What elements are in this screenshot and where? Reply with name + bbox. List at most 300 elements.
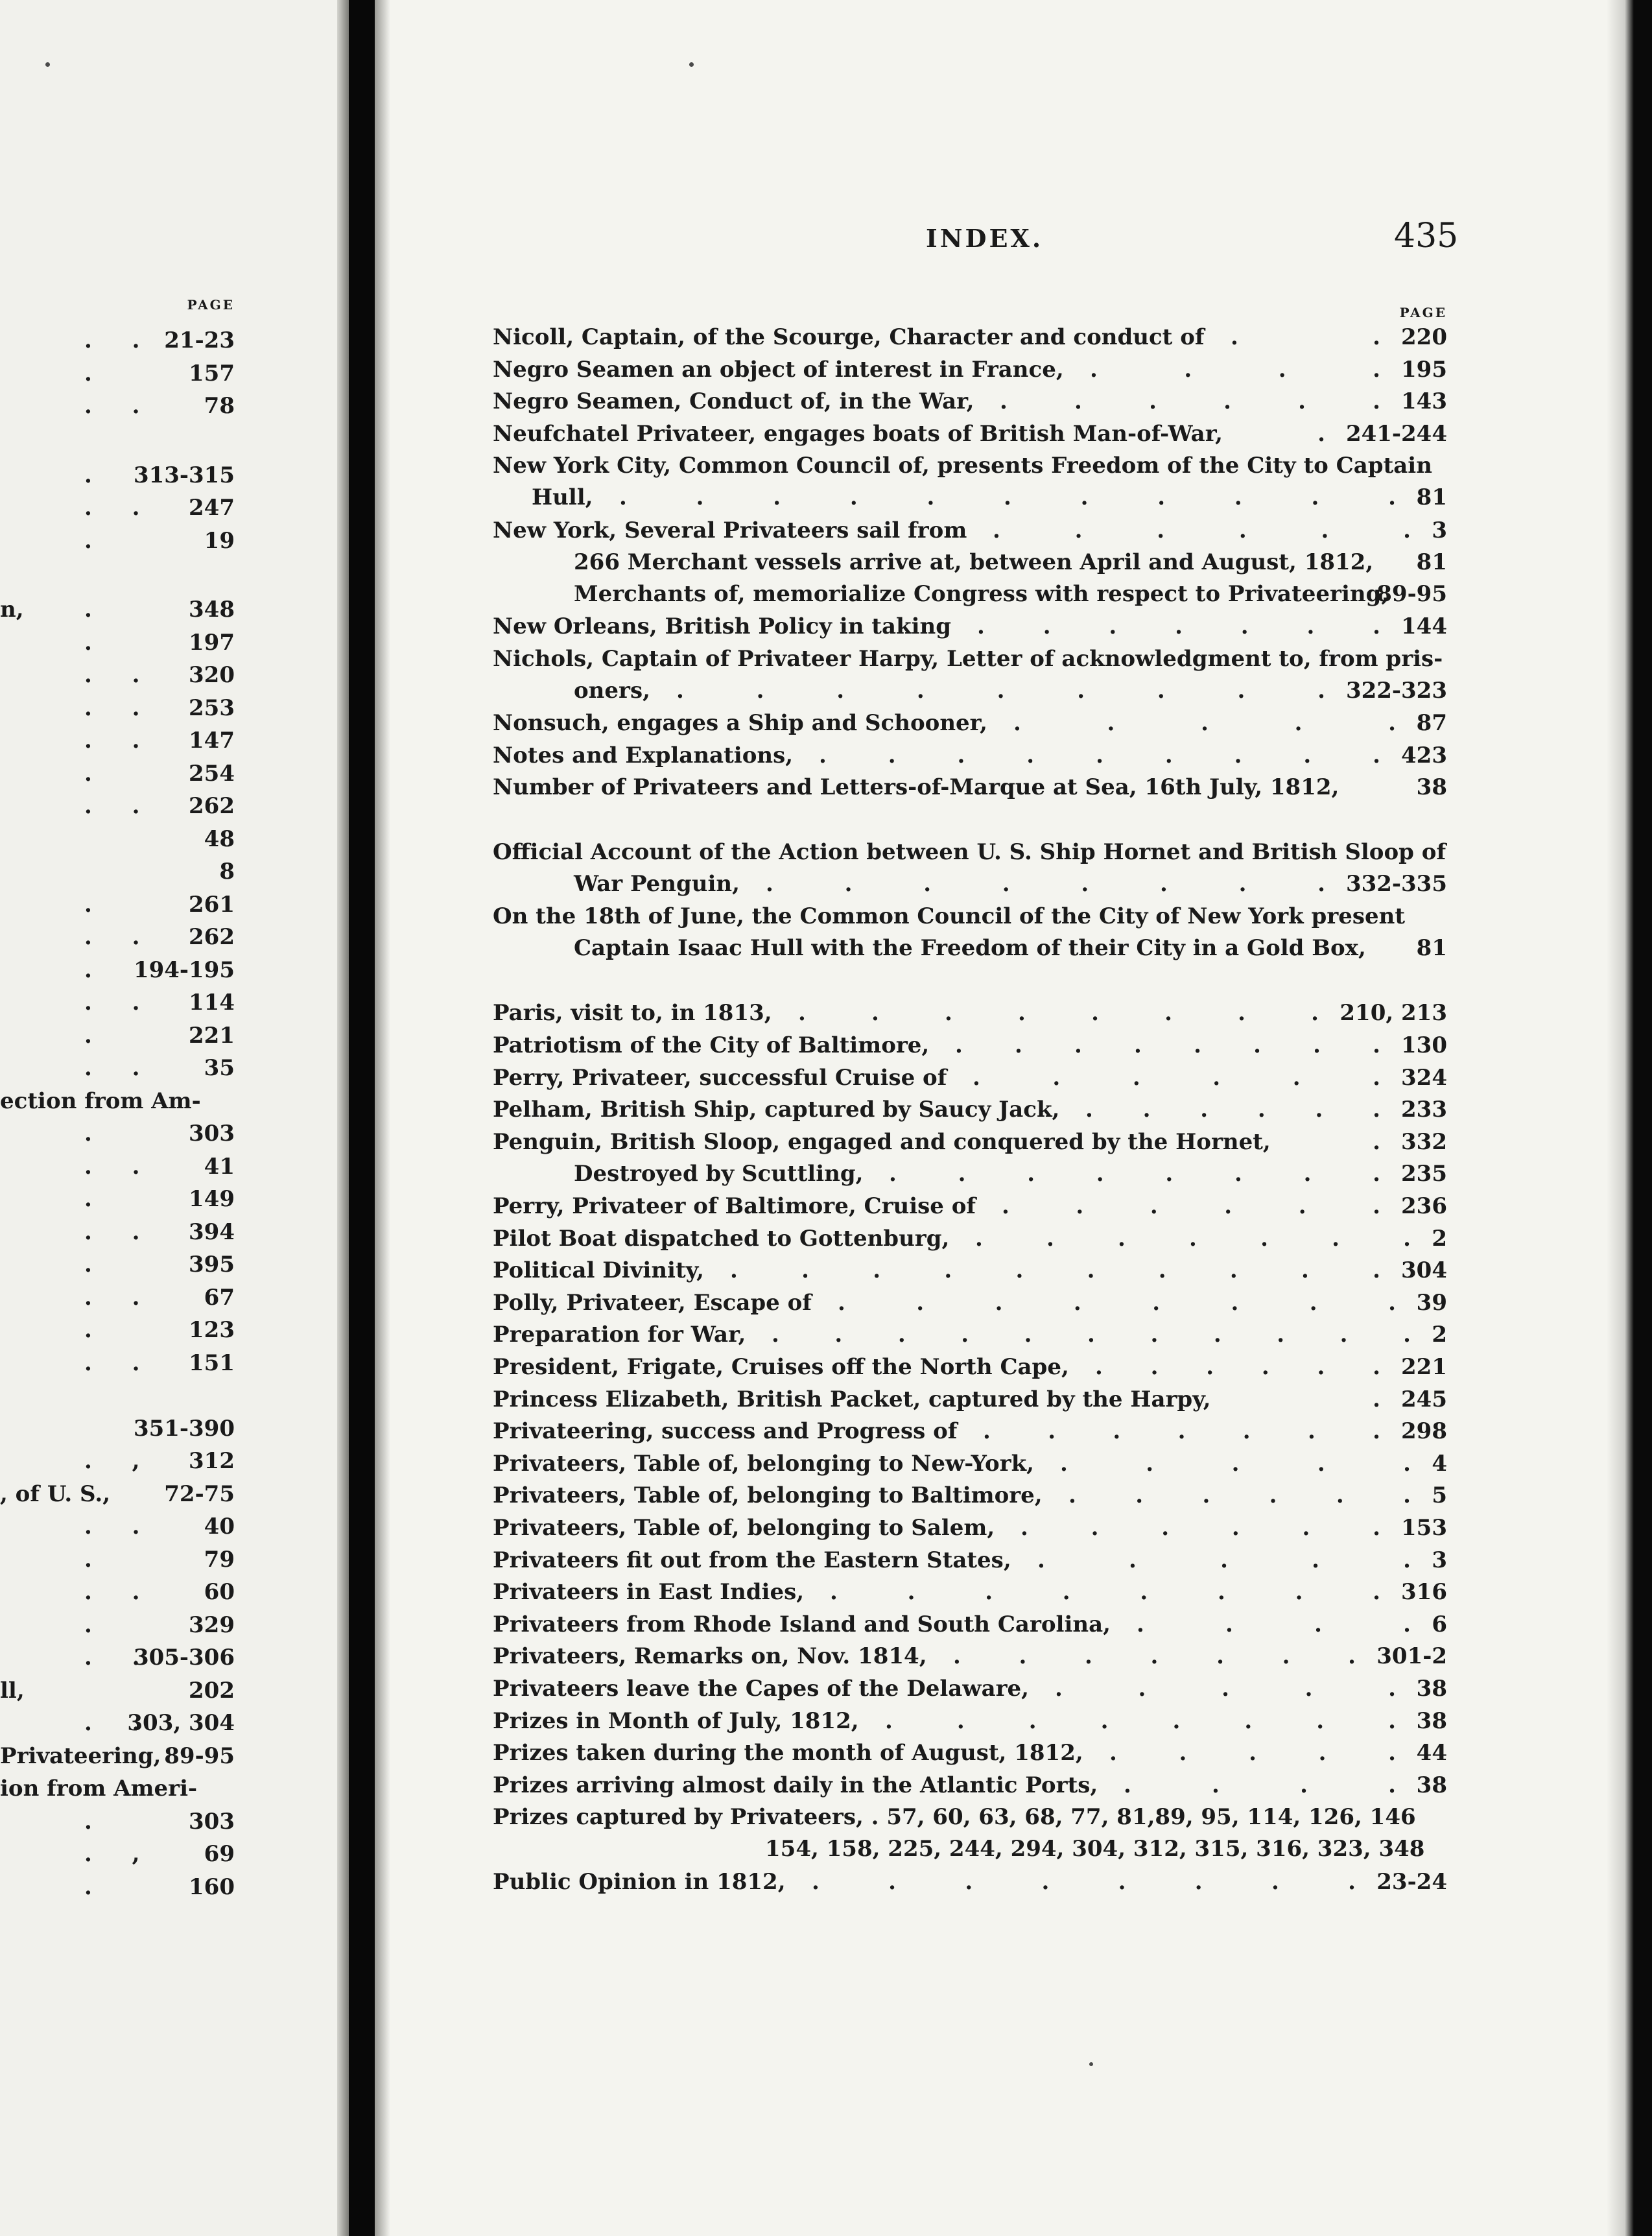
- left-index-row: [0, 954, 235, 986]
- page-reference: 332-335: [1345, 871, 1447, 897]
- leader-dots: [819, 740, 1382, 772]
- entry-text: oners,: [574, 678, 650, 704]
- leader-dot: .: [1091, 1000, 1100, 1027]
- left-row-leader-dots: . .: [84, 495, 140, 521]
- leader-dot: .: [1138, 1676, 1148, 1702]
- left-row-page-ref: 21-23: [164, 327, 235, 353]
- leader-dot: .: [956, 1707, 966, 1734]
- page-reference: 144: [1401, 613, 1447, 640]
- leader-dot: .: [730, 1257, 739, 1284]
- leader-dot: .: [1309, 1289, 1319, 1316]
- leader-dot: .: [1271, 1868, 1280, 1895]
- entry-text: Merchants of, memorialize Congress with respect to Privateering,: [574, 580, 1389, 607]
- leader-dot: .: [1085, 1097, 1094, 1123]
- leader-dots: [889, 1158, 1382, 1190]
- leader-dot: .: [1024, 1322, 1033, 1348]
- leader-dot: .: [1177, 1418, 1187, 1445]
- leader-dot: .: [1201, 710, 1210, 737]
- leader-dot: .: [1041, 1868, 1051, 1895]
- leader-dot: .: [1002, 1193, 1011, 1219]
- leader-dots: [1231, 322, 1382, 353]
- index-entry: [493, 1609, 1447, 1641]
- left-index-row: [0, 459, 235, 492]
- left-row-leader-dots: .: [84, 527, 92, 554]
- leader-dot: .: [1028, 1707, 1038, 1734]
- left-row-leader-dots: . ,: [84, 1448, 140, 1474]
- leader-dot: .: [1055, 1676, 1064, 1702]
- left-index-row: [0, 324, 235, 357]
- page-reference: 143: [1401, 388, 1447, 415]
- leader-dot: .: [1134, 1032, 1143, 1058]
- leader-dot: .: [1388, 1707, 1397, 1734]
- leader-dot: .: [1129, 1547, 1138, 1573]
- leader-dot: .: [1304, 1676, 1314, 1702]
- leader-dot: .: [1077, 678, 1087, 704]
- leader-dot: .: [1249, 1740, 1258, 1766]
- left-index-row: [0, 757, 235, 790]
- index-entry: [493, 322, 1447, 353]
- leader-dot: .: [1373, 1064, 1382, 1091]
- leader-dot: .: [1373, 1160, 1382, 1187]
- left-row-leader-dots: . .: [84, 1153, 140, 1180]
- leader-dot: .: [1158, 1257, 1168, 1284]
- leader-dots: [1137, 1609, 1412, 1641]
- page-reference: 236: [1401, 1193, 1447, 1219]
- leader-dot: .: [1306, 613, 1316, 640]
- left-row-leader-dots: .: [84, 891, 92, 918]
- page-reference: 2: [1432, 1225, 1447, 1252]
- leader-dot: .: [1118, 1868, 1127, 1895]
- index-entry-line: [493, 1545, 1447, 1576]
- leader-dot: .: [1096, 742, 1105, 768]
- leader-dot: .: [1096, 1160, 1105, 1187]
- left-index-row: [0, 1183, 235, 1215]
- leader-dot: .: [696, 484, 705, 511]
- leader-dot: .: [1261, 1354, 1271, 1380]
- leader-dot: .: [1311, 1000, 1320, 1027]
- left-row-leader-dots: . .: [84, 728, 140, 754]
- left-row-page-ref: 394: [189, 1219, 235, 1245]
- entry-text: Negro Seamen an object of interest in France,: [493, 356, 1064, 383]
- leader-dots: [983, 1416, 1382, 1447]
- leader-dot: .: [1109, 1740, 1118, 1766]
- left-row-leader-dots: .: [84, 1317, 92, 1343]
- page-reference: 301-2: [1376, 1643, 1447, 1670]
- page-reference: 3: [1432, 1547, 1447, 1573]
- left-index-row: [0, 1379, 235, 1412]
- leader-dot: .: [1317, 678, 1327, 704]
- leader-dot: .: [1074, 388, 1083, 415]
- index-entry-line: [493, 868, 1447, 900]
- leader-dot: .: [1137, 1611, 1146, 1637]
- index-entry-line: [493, 1255, 1447, 1287]
- leader-dot: .: [1046, 1225, 1056, 1252]
- leader-dot: .: [1150, 1643, 1160, 1670]
- entry-text: Privateers, Table of, belonging to New-York,: [493, 1450, 1034, 1477]
- entry-text: Notes and Explanations,: [493, 742, 794, 768]
- leader-dot: .: [944, 1257, 954, 1284]
- index-entry: [493, 901, 1447, 964]
- leader-dot: .: [1403, 1225, 1412, 1252]
- left-row-page-ref: 329: [189, 1612, 235, 1638]
- leader-dot: .: [1234, 742, 1244, 768]
- left-index-row: [0, 1805, 235, 1838]
- leader-dots: [885, 1706, 1397, 1737]
- left-row-page-ref: 41: [204, 1153, 235, 1180]
- left-row-leader-dots: . .: [84, 1350, 140, 1376]
- index-entry-line: [493, 1416, 1447, 1447]
- index-entry: [493, 1512, 1447, 1544]
- leader-dot: .: [1146, 1450, 1155, 1477]
- entry-text: New York City, Common Council of, presents Freedom of the City to Captain: [493, 453, 1432, 479]
- leader-dot: .: [1217, 1579, 1227, 1606]
- index-entry: [493, 772, 1447, 803]
- leader-dot: .: [1164, 742, 1174, 768]
- leader-dot: .: [773, 484, 783, 511]
- index-entry: [493, 1706, 1447, 1737]
- left-index-row: [0, 659, 235, 691]
- left-row-page-ref: 351-390: [133, 1415, 235, 1442]
- leader-dot: .: [819, 742, 828, 768]
- leader-dot: .: [983, 1418, 992, 1445]
- leader-dot: .: [1301, 1257, 1310, 1284]
- left-row-page-ref: 194-195: [133, 957, 235, 983]
- index-entry-line: [493, 740, 1447, 772]
- index-entry: [493, 386, 1447, 418]
- leader-dot: .: [1213, 1322, 1223, 1348]
- left-row-page-ref: 395: [189, 1252, 235, 1278]
- left-index-row: [0, 724, 235, 757]
- index-entry-line: [493, 1384, 1447, 1416]
- leader-dot: .: [916, 1289, 926, 1316]
- left-row-page-ref: 40: [204, 1514, 235, 1540]
- leader-dot: .: [1278, 356, 1288, 383]
- left-row-leader-dots: .: [84, 629, 92, 656]
- left-row-leader-dots: . .: [84, 990, 140, 1016]
- leader-dot: .: [1062, 1579, 1072, 1606]
- leader-dots: [955, 1030, 1382, 1062]
- leader-dot: .: [1373, 1128, 1382, 1155]
- left-row-text: n,: [0, 597, 24, 623]
- leader-dot: .: [1224, 1193, 1234, 1219]
- leader-dot: .: [1403, 1322, 1412, 1348]
- leader-dot: .: [1253, 1032, 1262, 1058]
- index-entry-line: [493, 1223, 1447, 1255]
- index-entry: [493, 1191, 1447, 1222]
- leader-dot: .: [1373, 356, 1382, 383]
- leader-dot: .: [1076, 1193, 1085, 1219]
- left-row-page-ref: 157: [189, 360, 235, 387]
- leader-dot: .: [1314, 1611, 1323, 1637]
- left-row-page-ref: 79: [204, 1546, 235, 1573]
- leader-dot: .: [958, 1160, 967, 1187]
- index-entry-line: [493, 1351, 1447, 1383]
- index-entry: [493, 1384, 1447, 1416]
- leader-dot: .: [844, 871, 854, 897]
- leader-dot: .: [1157, 678, 1166, 704]
- page-reference: 298: [1401, 1418, 1447, 1445]
- entry-text: Pilot Boat dispatched to Gottenburg,: [493, 1225, 950, 1252]
- index-entry: [493, 611, 1447, 643]
- leader-dot: .: [1373, 742, 1382, 768]
- left-index-row: [0, 492, 235, 524]
- leader-dot: .: [756, 678, 766, 704]
- leader-dot: .: [1294, 710, 1304, 737]
- leader-dot: .: [1216, 1643, 1225, 1670]
- index-entry-line: [493, 515, 1447, 547]
- leader-dot: .: [1260, 1225, 1269, 1252]
- left-index-row: [0, 888, 235, 921]
- leader-dot: .: [1015, 1032, 1024, 1058]
- entry-text: Privateers, Table of, belonging to Baltimore,: [493, 1482, 1043, 1509]
- leader-dot: .: [830, 1579, 839, 1606]
- leader-dot: .: [1220, 1547, 1229, 1573]
- left-row-page-ref: 262: [189, 924, 235, 950]
- left-row-leader-dots: . .: [84, 1514, 140, 1540]
- leader-dot: .: [1015, 1257, 1025, 1284]
- index-entry: [493, 450, 1447, 514]
- leader-dot: .: [1229, 1257, 1239, 1284]
- index-entry-line: [493, 1673, 1447, 1705]
- leader-dot: .: [1373, 1515, 1382, 1541]
- left-index-row: [0, 986, 235, 1019]
- left-row-page-ref: 247: [189, 495, 235, 521]
- index-entry: [493, 837, 1447, 900]
- leader-dot: .: [1317, 1354, 1327, 1380]
- leader-dot: .: [1373, 1032, 1382, 1058]
- leader-dot: .: [798, 1000, 807, 1027]
- page-reference: 130: [1401, 1032, 1447, 1058]
- left-row-leader-dots: . .: [84, 1645, 140, 1671]
- index-entry-line: [493, 772, 1447, 803]
- left-index-row: [0, 626, 235, 659]
- entry-text: Neufchatel Privateer, engages boats of British Man-of-War,: [493, 420, 1223, 447]
- leader-dot: .: [977, 613, 986, 640]
- index-entry-line: [493, 1706, 1447, 1737]
- index-entry-line: [493, 1480, 1447, 1512]
- leader-dots: [619, 482, 1397, 514]
- left-row-leader-dots: . .: [84, 1055, 140, 1081]
- leader-dot: .: [1373, 1386, 1382, 1412]
- index-entry-line: [493, 418, 1447, 450]
- leader-dot: .: [1321, 517, 1330, 543]
- entry-text: Patriotism of the City of Baltimore,: [493, 1032, 930, 1058]
- leader-dots: [676, 675, 1327, 707]
- leader-dot: .: [1234, 1160, 1244, 1187]
- leader-dots: [975, 1223, 1412, 1255]
- left-index-row: [0, 1019, 235, 1052]
- leader-dot: .: [1318, 1740, 1328, 1766]
- index-entry: [493, 1480, 1447, 1512]
- left-index-row: [0, 1871, 235, 1903]
- leader-dot: .: [1388, 484, 1397, 511]
- page-reference: 316: [1401, 1579, 1447, 1606]
- leader-dot: .: [1373, 1418, 1382, 1445]
- left-index-row: [0, 1281, 235, 1314]
- index-entry-line: [493, 611, 1447, 643]
- page-reference: 245: [1401, 1386, 1447, 1412]
- entry-text: Nichols, Captain of Privateer Harpy, Letter of acknowledgment to, from pris-: [493, 646, 1443, 672]
- page-reference: 332: [1401, 1128, 1447, 1155]
- leader-dot: .: [1002, 871, 1011, 897]
- leader-dot: .: [1317, 420, 1327, 447]
- page-reference: 195: [1401, 356, 1447, 383]
- page-reference: 233: [1401, 1097, 1447, 1123]
- left-index-row: [0, 1314, 235, 1346]
- leader-dot: .: [1165, 1160, 1175, 1187]
- leader-dot: .: [965, 1868, 974, 1895]
- left-row-page-ref: 89-95: [164, 1742, 235, 1769]
- leader-dot: .: [1295, 1579, 1304, 1606]
- left-index-row: [0, 1150, 235, 1183]
- leader-dots: [1109, 1737, 1397, 1769]
- left-row-page-ref: 303: [189, 1121, 235, 1147]
- index-entry-line: [493, 675, 1447, 707]
- left-row-text: , of U. S.,: [0, 1481, 111, 1507]
- index-entry: [493, 515, 1447, 610]
- leader-dot: .: [1240, 613, 1250, 640]
- left-row-text: ection from Am-: [0, 1088, 201, 1114]
- leader-dot: .: [1037, 1547, 1046, 1573]
- leader-dot: .: [1080, 484, 1090, 511]
- left-index-row: [0, 390, 235, 422]
- leader-dots: [1297, 1126, 1382, 1158]
- leader-dots: [830, 1576, 1382, 1608]
- leader-dot: .: [1269, 1482, 1279, 1509]
- entry-text: Perry, Privateer of Baltimore, Cruise of: [493, 1193, 976, 1219]
- leader-dot: .: [993, 517, 1002, 543]
- left-index-row: [0, 1445, 235, 1477]
- left-row-leader-dots: .: [84, 957, 92, 983]
- index-entry: [493, 1576, 1447, 1608]
- entry-text: Captain Isaac Hull with the Freedom of their City in a Gold Box,: [574, 935, 1366, 962]
- page-edge: [1607, 0, 1652, 2236]
- entry-text: Preparation for War,: [493, 1322, 746, 1348]
- leader-dot: .: [1223, 388, 1233, 415]
- index-entry-line: [493, 1030, 1447, 1062]
- left-index-row: [0, 525, 235, 557]
- left-index-row: [0, 1707, 235, 1739]
- leader-dot: .: [1113, 1418, 1122, 1445]
- leader-dots: [1060, 1448, 1412, 1480]
- leader-dot: .: [1157, 517, 1166, 543]
- leader-dot: .: [1179, 1740, 1188, 1766]
- left-row-leader-dots: .: [84, 1873, 92, 1900]
- leader-dot: .: [1277, 1322, 1286, 1348]
- index-entry: [493, 1255, 1447, 1287]
- left-row-page-ref: 305-306: [133, 1645, 235, 1671]
- leader-dot: .: [1231, 1289, 1240, 1316]
- page-reference: 38: [1416, 774, 1447, 801]
- left-index-row: [0, 1347, 235, 1379]
- left-row-page-ref: 348: [189, 597, 235, 623]
- leader-dot: .: [1388, 710, 1397, 737]
- leader-dot: .: [961, 1322, 971, 1348]
- facing-page-fragment: [0, 0, 344, 2236]
- index-entry-line: [493, 643, 1447, 675]
- leader-dot: .: [1150, 1354, 1160, 1380]
- leader-dot: .: [1048, 1418, 1057, 1445]
- index-entry-line: [493, 837, 1447, 868]
- entry-text: Privateers from Rhode Island and South Carolina,: [493, 1611, 1111, 1637]
- leader-dot: .: [1060, 1450, 1069, 1477]
- leader-dot: .: [1403, 1547, 1412, 1573]
- left-index-row: [0, 1641, 235, 1674]
- left-row-page-ref: 48: [204, 826, 235, 852]
- left-index-row: [0, 855, 235, 888]
- leader-dot: .: [975, 1225, 984, 1252]
- left-row-leader-dots: . .: [84, 793, 140, 819]
- leader-dot: .: [1313, 1032, 1322, 1058]
- leader-dot: .: [1339, 1322, 1349, 1348]
- leader-dots: [1249, 418, 1327, 450]
- index-entry-line: [493, 1866, 1447, 1898]
- left-row-page-ref: 262: [189, 793, 235, 819]
- index-entry: [493, 1545, 1447, 1576]
- left-row-page-ref: 19: [204, 527, 235, 554]
- page-reference: 39: [1416, 1289, 1447, 1316]
- left-row-page-ref: 202: [189, 1677, 235, 1704]
- leader-dot: .: [1100, 1707, 1110, 1734]
- leader-dot: .: [1373, 1097, 1382, 1123]
- index-entry: [493, 1319, 1447, 1351]
- leader-dot: .: [1225, 1611, 1234, 1637]
- leader-dots: [1095, 1351, 1382, 1383]
- leader-dots: [1000, 386, 1382, 418]
- index-entry-line: [493, 901, 1447, 933]
- page-reference: 44: [1416, 1740, 1447, 1766]
- leader-dots: [730, 1255, 1382, 1287]
- leader-dot: .: [1316, 1707, 1326, 1734]
- index-entry-line: [493, 933, 1447, 964]
- left-index-row: [0, 1772, 235, 1805]
- leader-dot: .: [1095, 1354, 1104, 1380]
- leader-dot: .: [1085, 1643, 1094, 1670]
- leader-dot: .: [849, 484, 859, 511]
- index-entry-line: [493, 1191, 1447, 1222]
- left-row-leader-dots: .: [84, 760, 92, 787]
- page-reference: 2: [1432, 1322, 1447, 1348]
- entry-text: Hull,: [532, 484, 593, 511]
- leader-dot: .: [1231, 324, 1240, 350]
- leader-dot: .: [1021, 1515, 1030, 1541]
- leader-dot: .: [1019, 1643, 1028, 1670]
- index-entry-line: [493, 1512, 1447, 1544]
- leader-dots: [1085, 1094, 1382, 1126]
- leader-dot: .: [907, 1579, 917, 1606]
- left-row-leader-dots: . .: [84, 695, 140, 721]
- leader-dot: .: [1231, 1515, 1241, 1541]
- entry-text: New Orleans, British Policy in taking: [493, 613, 951, 640]
- leader-dot: .: [1013, 710, 1022, 737]
- leader-dot: .: [1336, 1482, 1345, 1509]
- leader-dot: .: [1090, 356, 1099, 383]
- index-entry-line: [493, 1158, 1447, 1190]
- leader-dots: [973, 1062, 1382, 1094]
- leader-dots: [766, 868, 1327, 900]
- leader-dot: .: [923, 871, 933, 897]
- entry-text: Nonsuch, engages a Ship and Schooner,: [493, 710, 987, 737]
- left-row-page-ref: 147: [189, 728, 235, 754]
- leader-dots: [838, 1287, 1397, 1319]
- index-entry-line: [493, 1062, 1447, 1094]
- leader-dot: .: [1348, 1643, 1357, 1670]
- index-entry-line: [493, 1576, 1447, 1608]
- page-reference: 81: [1416, 549, 1447, 575]
- leader-dot: .: [953, 1643, 962, 1670]
- entry-text: Prizes captured by Privateers, . 57, 60, 63, 68, 77, 81,89, 95, 114, 126, 146: [493, 1804, 1416, 1831]
- entry-text: Polly, Privateer, Escape of: [493, 1289, 812, 1316]
